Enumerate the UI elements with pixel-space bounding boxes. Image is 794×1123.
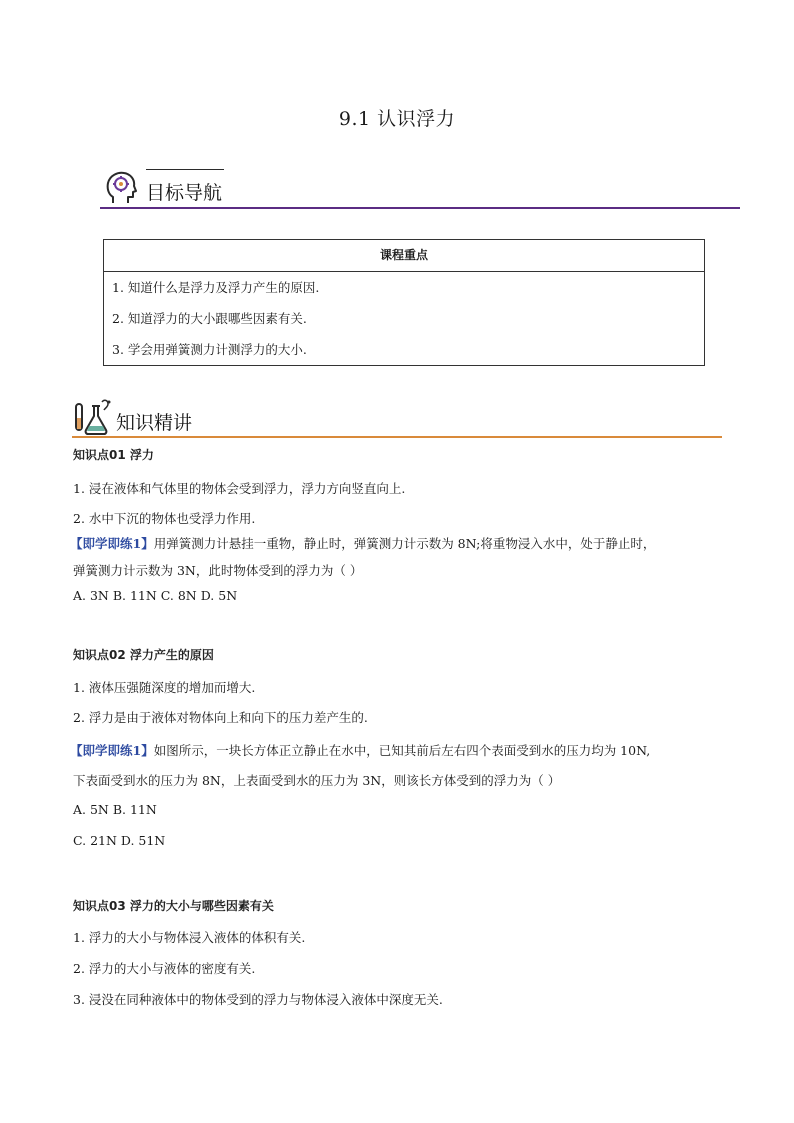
- text-line: 1. 浮力的大小与物体浸入液体的体积有关.: [73, 930, 306, 945]
- heading-top-rule: [146, 169, 224, 170]
- knowledge-point-heading: 知识点01 浮力: [73, 448, 154, 462]
- course-focus-table: [103, 239, 705, 366]
- head-gear-icon: [104, 170, 138, 206]
- practice-tag: 【即学即练1】: [70, 743, 154, 758]
- answer-options: A. 5N B. 11N: [73, 802, 157, 817]
- section-heading-knowledge: [72, 398, 722, 440]
- answer-options: C. 21N D. 51N: [73, 833, 166, 848]
- text-line: 2. 水中下沉的物体也受浮力作用.: [73, 511, 256, 526]
- table-header: 课程重点: [104, 240, 704, 272]
- table-row: 3. 学会用弹簧测力计测浮力的大小.: [112, 342, 307, 357]
- section-title: 知识精讲: [116, 412, 193, 434]
- lab-flask-icon: [72, 398, 112, 436]
- table-row: 2. 知道浮力的大小跟哪些因素有关.: [112, 311, 307, 326]
- practice-question: [70, 741, 650, 759]
- text-line: 2. 浮力的大小与液体的密度有关.: [73, 961, 256, 976]
- knowledge-point-heading: 知识点02 浮力产生的原因: [73, 648, 214, 662]
- section-heading-goals: [100, 166, 740, 210]
- knowledge-point-heading: 知识点03 浮力的大小与哪些因素有关: [73, 899, 274, 913]
- page-title: 9.1 认识浮力: [338, 108, 456, 130]
- question-text: 如图所示，一块长方体正立静止在水中，已知其前后左右四个表面受到水的压力均为 10N,: [153, 743, 651, 758]
- practice-question: [70, 534, 655, 552]
- answer-options: A. 3N B. 11N C. 8N D. 5N: [73, 588, 238, 603]
- practice-tag: 【即学即练1】: [70, 536, 154, 551]
- question-text: 用弹簧测力计悬挂一重物，静止时，弹簧测力计示数为 8N;将重物浸入水中，处于静止时，: [153, 536, 656, 551]
- question-text: 下表面受到水的压力为 8N，上表面受到水的压力为 3N，则该长方体受到的浮力为（ ）: [73, 773, 561, 788]
- text-line: 1. 浸在液体和气体里的物体会受到浮力，浮力方向竖直向上.: [73, 481, 406, 496]
- text-line: 3. 浸没在同种液体中的物体受到的浮力与物体浸入液体中深度无关.: [73, 992, 443, 1007]
- question-text: 弹簧测力计示数为 3N，此时物体受到的浮力为（ ）: [73, 563, 363, 578]
- heading-underline: [72, 436, 722, 438]
- text-line: 2. 浮力是由于液体对物体向上和向下的压力差产生的.: [73, 710, 368, 725]
- text-line: 1. 液体压强随深度的增加而增大.: [73, 680, 256, 695]
- table-row: 1. 知道什么是浮力及浮力产生的原因.: [112, 280, 320, 295]
- section-title: 目标导航: [146, 182, 223, 204]
- heading-underline: [100, 207, 740, 209]
